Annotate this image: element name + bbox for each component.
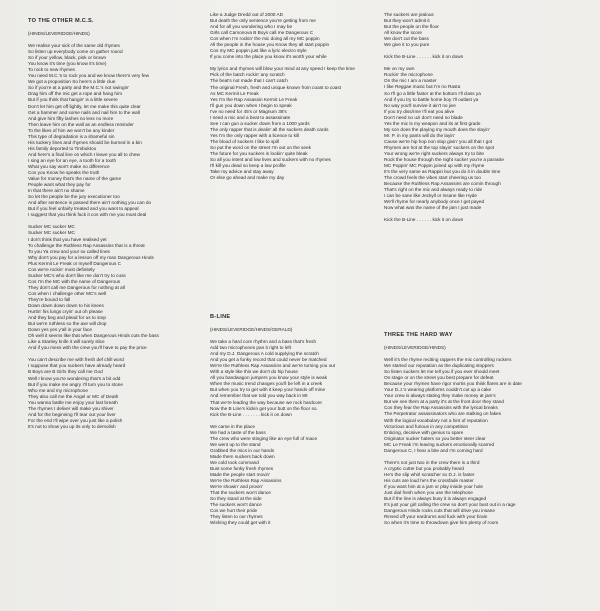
lyric-line: See I can gun a sucker down from a 1000 yards (210, 120, 310, 126)
lyric-line: There's not just two in the crew there is a third (384, 459, 480, 465)
lyric-line: So they stand at the side (210, 496, 262, 502)
lyric-line: The rhymes I deliver will make you shiver (28, 405, 114, 411)
lyric-line: With a style like this we don't do hip house (210, 369, 298, 375)
lyric-line: Like a Stanley knife it will surely slice (28, 339, 105, 345)
lyric-line: I suppose that you suckers have already heard (28, 363, 126, 369)
lyric-line: Your crew is always stating they make money at jam's (384, 393, 496, 399)
lyric-line: And here's a final line on which I leave you all to chew (28, 151, 140, 157)
stanza (210, 424, 335, 527)
lyric-line: They're bound to fall (28, 296, 71, 302)
lyric-line: Kick the B-Line . . . . . . . kick it on down (210, 411, 292, 417)
lyric-line: Cos we're rockin' most definitely (28, 266, 95, 272)
lyric-line: But they won't admit it (384, 18, 430, 24)
lyric-line: Now what was the name of the jam I just made (384, 205, 482, 211)
lyric-section (28, 18, 159, 436)
lyric-line: He's the slip whirl scratcher so D.J. is faster (384, 471, 475, 477)
lyric-line: The beat's not made that I can't catch (210, 78, 288, 84)
lyric-line: Cos you Know he speaks the truth (28, 170, 100, 176)
lyric-line: If you try diss/rme I'll eat you alive (384, 108, 455, 114)
lyric-line: Now the B Line's kickin get your butt on the floor so. (210, 405, 318, 411)
lyric-line: Yes the mic is my weapon and its at first grade (384, 120, 481, 126)
lyric-line: As MC Kermit Le Freak (210, 90, 259, 96)
lyric-line: A cryptic cutter but you probably heard (384, 465, 464, 471)
lyric-line: Me on my own (384, 66, 415, 72)
songwriter-credit: (HINDS/LEVERIDGE/HINDS/GERALD) (210, 327, 293, 332)
lyric-line: I've no need for 45's or Magnum 38's (210, 108, 287, 114)
lyric-line: People want what they pay for (28, 182, 91, 188)
lyric-line: And for the beginning I'll tear out your liver (28, 411, 116, 417)
lyric-line: They don't call me Dangerous for nothing at all (28, 284, 125, 290)
lyric-line: But the people on the floor (384, 24, 439, 30)
lyric-line: Wishing they could get with it (210, 520, 271, 526)
lyric-line: Made the people start movin' (210, 472, 271, 478)
lyric-line: The only rapper that is dealin' all the suckers death cards (210, 126, 329, 132)
lyric-line: You know it's time (you know it's time) (28, 61, 107, 67)
lyric-line: No way you'll survive it ain't no jive (384, 102, 456, 108)
lyric-line: But when you try to get with it keep your hands off mine (210, 387, 326, 393)
lyric-line: Cos they fear the Rap Assassins with the lyrical breaks (384, 405, 498, 411)
lyric-line: We're the Ruthless Rap Assassins and we're turning you out (210, 363, 336, 369)
lyric-line: Like a Judge Dredd out of 2000 AD (210, 12, 283, 17)
lyric-line: So if your yellow, black, pink or brown (28, 55, 107, 61)
lyric-line: Down down down down to his knees (28, 303, 104, 309)
lyric-line: But death the only sentence you're getting from me (210, 18, 316, 24)
lyric-line: Yes I'm the only rapper with a licence to kill (210, 132, 300, 138)
lyric-line: It's just your girl calling the crew so don't your bust out in a rage (384, 502, 516, 508)
lyric-line: The future for you suckers is lookin' quite bleak (210, 151, 308, 157)
lyric-line: Kick the B-Line . . . . . . kick it on down (384, 54, 464, 60)
lyric-section (210, 12, 355, 187)
lyric-line: We came in the place (210, 423, 255, 429)
lyric-line: We'll rhyme for nearly anybody once I get payed (384, 199, 485, 205)
songwriter-credit: (HINDS/LEVERIDGE/HINDS) (384, 345, 446, 350)
lyric-line: Sucker MC's who don't like me don't try to cuss (28, 272, 126, 278)
lyric-line: Girls call Carsonova B Boys call me Dangerous C (210, 30, 314, 36)
lyric-line: Get a hammer and some nails and nail him to the wall (28, 109, 140, 115)
stanza (384, 217, 504, 223)
lyric-line: And you get a funky record that could never be matched (210, 357, 327, 363)
lyric-line: I'll kill you dead so keep a low profile (210, 163, 286, 169)
lyric-line: All know the score (384, 30, 423, 36)
lyric-line: I like Reggae music but I'm no Rasta (384, 84, 461, 90)
lyric-line: But we're ruthless so the axe will drop (28, 321, 107, 327)
lyric-line: It's the very same as Rappin but you do it in double time (384, 169, 501, 175)
lyric-line: Just dial fresh when you use the telephone (384, 490, 473, 496)
lyric-line: His cuts are loud he's the crossfade master (384, 477, 474, 483)
stanza (384, 54, 504, 60)
lyric-line: For the end I'll wipe over you just like a polish (28, 417, 123, 423)
lyric-line: Who me and my microphone (28, 387, 88, 393)
lyric-line: The blood of suckers I like to spill (210, 138, 280, 144)
lyric-line: To you Ya crew and your so called lines (28, 248, 110, 254)
lyric-line: The Perpetrator assassinators who are stalking on fakes (384, 411, 501, 417)
lyric-line: Cos we hurt their pride (210, 508, 258, 514)
lyric-line: To rock to new rhymes (28, 67, 75, 73)
lyric-line: And give him fifty lashes no less no more (28, 115, 114, 121)
lyric-line: Your wrong we're right suckers always try to bite (384, 150, 484, 156)
lyric-line: His family deported to Timbuktoo (28, 145, 97, 151)
lyric-line: If you come into the place you know it's worth your while (210, 54, 327, 60)
stanza (210, 12, 355, 60)
lyric-line: We're the Ruthless Rap Assassins (210, 478, 282, 484)
lyric-line: Dangerous Hinds rocks cuts that will drive you insane (384, 508, 495, 514)
lyric-line: We got a proposition So here's a little clue (28, 79, 116, 85)
lyric-line: And if you try to battle home boy I'll outlast ya (384, 96, 479, 102)
lyric-line: When the music trend changes you'll be left in a creek (210, 381, 323, 387)
lyric-line: B Boys are B Girls they call me God (28, 369, 103, 375)
lyric-line: Dangerous C, I hear a bite and I'm coming hard (384, 447, 483, 453)
lyric-line: We take a hard core rhythm and a bass that's fresh (210, 339, 317, 345)
lyric-line: We had a taste of the bass (210, 429, 266, 435)
songwriter-credit: (HINDS/LEVERIDGE/HINDS) (28, 31, 90, 36)
lyric-line: So I'll go a little faster at the bottom I'll class ya (384, 90, 481, 96)
lyric-line: What you say won't make no difference (28, 163, 110, 169)
lyric-line: My lyrics and rhymes will blow your mind at any speed I keep the time (210, 66, 355, 72)
lyric-line: Grabbed the mics in our hands (210, 447, 275, 453)
lyric-line: We cold took command (210, 459, 259, 465)
lyric-line: This type of degradation is a shameful sin (28, 133, 115, 139)
lyric-line: To challenge the Ruthless Rap Assassins that is a threat (28, 242, 145, 248)
lyric-line: We realise your sick of the same old rhymes (28, 43, 120, 49)
lyric-line: We went up to the stand (210, 441, 261, 447)
lyric-line: We don't cut the bass (384, 36, 429, 42)
lyric-line: The crowd feels the vibes start cheering us too (384, 175, 481, 181)
lyric-line: I suggest that you think fuck it cos with me you must deal (28, 212, 147, 218)
lyric-line: Plus Kermit Le Freak or myself Dangerous C (28, 260, 122, 266)
lyric-line: Rinsed off your eardrums and fuck with your brain (384, 514, 488, 520)
stanza (28, 43, 159, 218)
lyric-line: That the suckers won't dance (210, 490, 271, 496)
lyric-line: Hurtin' his lungs cryin' out oh please (28, 309, 103, 315)
lyric-line: That's right on the mic and always ready to ride (384, 187, 483, 193)
lyric-line: Made them suckers back down (210, 453, 275, 459)
lyric-line: All you bandwagon jumpers you know your style is weak (210, 375, 327, 381)
lyric-line: Yes I'm the Rap Assassin Kermit Le Freak (210, 96, 298, 102)
lyric-line: They listen to our rhymes (210, 514, 263, 520)
lyric-line: Cos I'm the MC with the name of Dangerous (28, 278, 121, 284)
lyric-line: And remember that we told you way back in 89 (210, 393, 308, 399)
lyric-line: But if the line is always busy it is always engaged (384, 496, 487, 502)
lyric-line: Or else go ahead and make my day (210, 175, 285, 181)
lyric-line: We started our reputation as the duplicating stoppers (384, 363, 494, 369)
stanza (384, 460, 522, 527)
lyric-line: So if you're at a party and the M.C.'s not swingin' (28, 85, 130, 91)
lyric-line: So all you intent and low lives and suckers with no rhymes (210, 157, 331, 163)
lyric-line: Kick the B-Line . . . . . . kick it on down (384, 217, 464, 223)
lyric-line: MC Le Freak I'm leaving suckers emotionally scarred (384, 441, 495, 447)
lyric-line: It's not to show you up its only to demolish (28, 423, 116, 429)
lyric-line: Cause we're hip hop non stop givin' you all that I got (384, 138, 493, 144)
lyric-line: So listen up everybody come on gather round (28, 49, 123, 55)
lyric-line: If you want him at a jam or play inside your hole (384, 483, 484, 489)
lyric-line: The suckers won't dance (210, 502, 262, 508)
lyric-line: Value for money that's the name of the game (28, 176, 122, 182)
lyric-line: But if you feel unfairly treated and you want to appeal (28, 206, 139, 212)
lyric-line: Why don't you pay for a lesson off my man Dangerous Hinds (28, 254, 154, 260)
lyric-line: And after sentence is passed there ain't nothing you can do (28, 200, 152, 206)
song-title: B-LINE (210, 314, 231, 320)
lyric-line: Don't need no uzi don't need no blade (384, 114, 463, 120)
lyric-line: So let the people be the jury executioner too (28, 194, 120, 200)
lyric-line: Don't let him get off lightly, let me make this quite clear (28, 103, 141, 109)
lyric-line: I need a mic and a beat to assassinate (210, 114, 291, 120)
lyric-line: They also call me the Angel or MC of Death (28, 393, 119, 399)
lyric-section (384, 332, 522, 532)
lyric-line: But if you make me angry I'll turn you to stone (28, 381, 123, 387)
lyric-line: We give it to you pure (384, 42, 430, 48)
lyric-line: You wanna battle me enjoy your last breath (28, 399, 118, 405)
lyric-line: Mr. P. in my pants will do the layin' (384, 132, 455, 138)
lyric-line: Because the Ruthless Rap Assassins are comin through (384, 181, 501, 187)
lyric-line: Sucker MC sucker MC (28, 224, 75, 230)
lyric-line: Enticing, decisive with genius to spare (384, 429, 464, 435)
lyric-line: With the logical vocabulary not a hint of reputation (384, 417, 488, 423)
stanza (210, 339, 335, 418)
lyric-section (210, 314, 335, 532)
lyric-section (384, 12, 504, 230)
lyric-line: So listen suckers let me tell you if you ever should meet (384, 369, 500, 375)
stanza (384, 12, 504, 48)
lyric-line: And for all you wondering who I may be (210, 24, 293, 30)
lyric-line: And they beg and plead for us to stop (28, 315, 106, 321)
lyric-line: The suckers are jealous (384, 12, 434, 17)
lyric-line: I sing an eye for an eye, a tooth for a tooth (28, 157, 117, 163)
lyric-line: Rhymes are hot at the top slayin' suckers on the spot (384, 144, 495, 150)
lyric-line: Sucker MC sucker MC (28, 230, 75, 236)
lyric-line: Cos my MC poppin just like a lyric electro style (210, 48, 307, 54)
lyric-line: On stage or on the street you best prepare for defeat (384, 375, 494, 381)
lyric-line: My son does the playing my mouth does the slayin' (384, 126, 490, 132)
lyric-line: Rockin' the microphone (384, 72, 433, 78)
lyric-line: Pick of the batch rockin' any scratch (210, 72, 285, 78)
lyric-line: I can be sane like Jeckyll or insane like Hyde (384, 193, 478, 199)
lyric-line: Originator sucker haters so you better steer clear (384, 435, 486, 441)
lyric-line: But if you think that hangin' is a little severe (28, 97, 118, 103)
lyric-line: I don't think that you have realised yet (28, 236, 107, 242)
lyric-line: We're showin' and provin' (210, 484, 263, 490)
lyric-line: Drag him off the mic get a rope and hang him (28, 91, 122, 97)
lyric-line: You can't describe me with fresh def chill word (28, 357, 124, 363)
lyric-line: Your D.J.'s wearing platforms couldn't cut up a cake (384, 387, 492, 393)
lyric-line: Add two microphones pan it right to left (210, 345, 292, 351)
lyric-line: Rock the house through the night sucker you're a parasite (384, 157, 504, 163)
stanza (384, 357, 522, 454)
lyric-line: The crew who were stinging like an eye full of mace (210, 435, 318, 441)
lyric-line: I'll gun you down when I begin to speak (210, 102, 292, 108)
lyric-line: In that there ain't no shame (28, 188, 85, 194)
lyric-line: You need M.C.'s to rock you and we know there's very few (28, 73, 149, 79)
lyric-line: Well I know you're wondering that's a bit odd (28, 375, 121, 381)
lyric-line: The original Fresh, fresh and unique known from coast to coast (210, 84, 342, 90)
lyric-line: His tuckery lines and rhymes should be burned in a bin (28, 139, 142, 145)
lyric-line: Well it's the rhyme reciting rappers the mic controlling rockers (384, 357, 512, 363)
song-title: TO THE OTHER M.C.S. (28, 18, 94, 24)
lyric-line: Because your rhymes have rigor mortis you think flares are in date (384, 381, 522, 387)
lyric-line: That we're leading the way because we rock hardcore (210, 399, 322, 405)
lyric-line: Cos when I challenge other MC's well (28, 290, 107, 296)
lyric-line: Bust some funky fresh rhymes (210, 465, 274, 471)
lyric-line: Take my advice and stay away (210, 169, 274, 175)
stanza (28, 224, 159, 351)
lyric-line: Then leave him on the wall as an endless reminder (28, 121, 134, 127)
lyric-line: And if you mess with the crew you'll have to pay the price (28, 345, 147, 351)
lyric-line: Oh well it seems like that when Dangerous Hinds cuts the bass (28, 333, 159, 339)
lyric-line: Down yes yes y'all in your face (28, 327, 92, 333)
lyric-line: To the likes of him we won't be any kinder (28, 127, 115, 133)
stanza (210, 66, 355, 181)
stanza (28, 357, 159, 430)
lyric-line: Victorious and furious in any competition (384, 423, 469, 429)
lyric-line: So when it's time to throwdown give him plenty of room (384, 520, 499, 526)
lyric-line: Cos when I'm rockin' the mic doing all my MC poppin (210, 36, 320, 42)
stanza (384, 66, 504, 211)
lyric-line: All the people in the house you Know they all start poppin (210, 42, 330, 48)
song-title: THREE THE HARD WAY (384, 332, 453, 338)
lyric-line: But we see them at a party it's at the front door they stand (384, 399, 504, 405)
lyric-line: And my D.J. Dangerous A cold supplying the scratch (210, 351, 319, 357)
lyric-line: MC Poppin' MC Poppin joined up with my rhyme (384, 163, 485, 169)
lyric-line: So put the word on the street I'm out on the seek (210, 144, 311, 150)
lyric-line: On the mic I am a master (384, 78, 437, 84)
